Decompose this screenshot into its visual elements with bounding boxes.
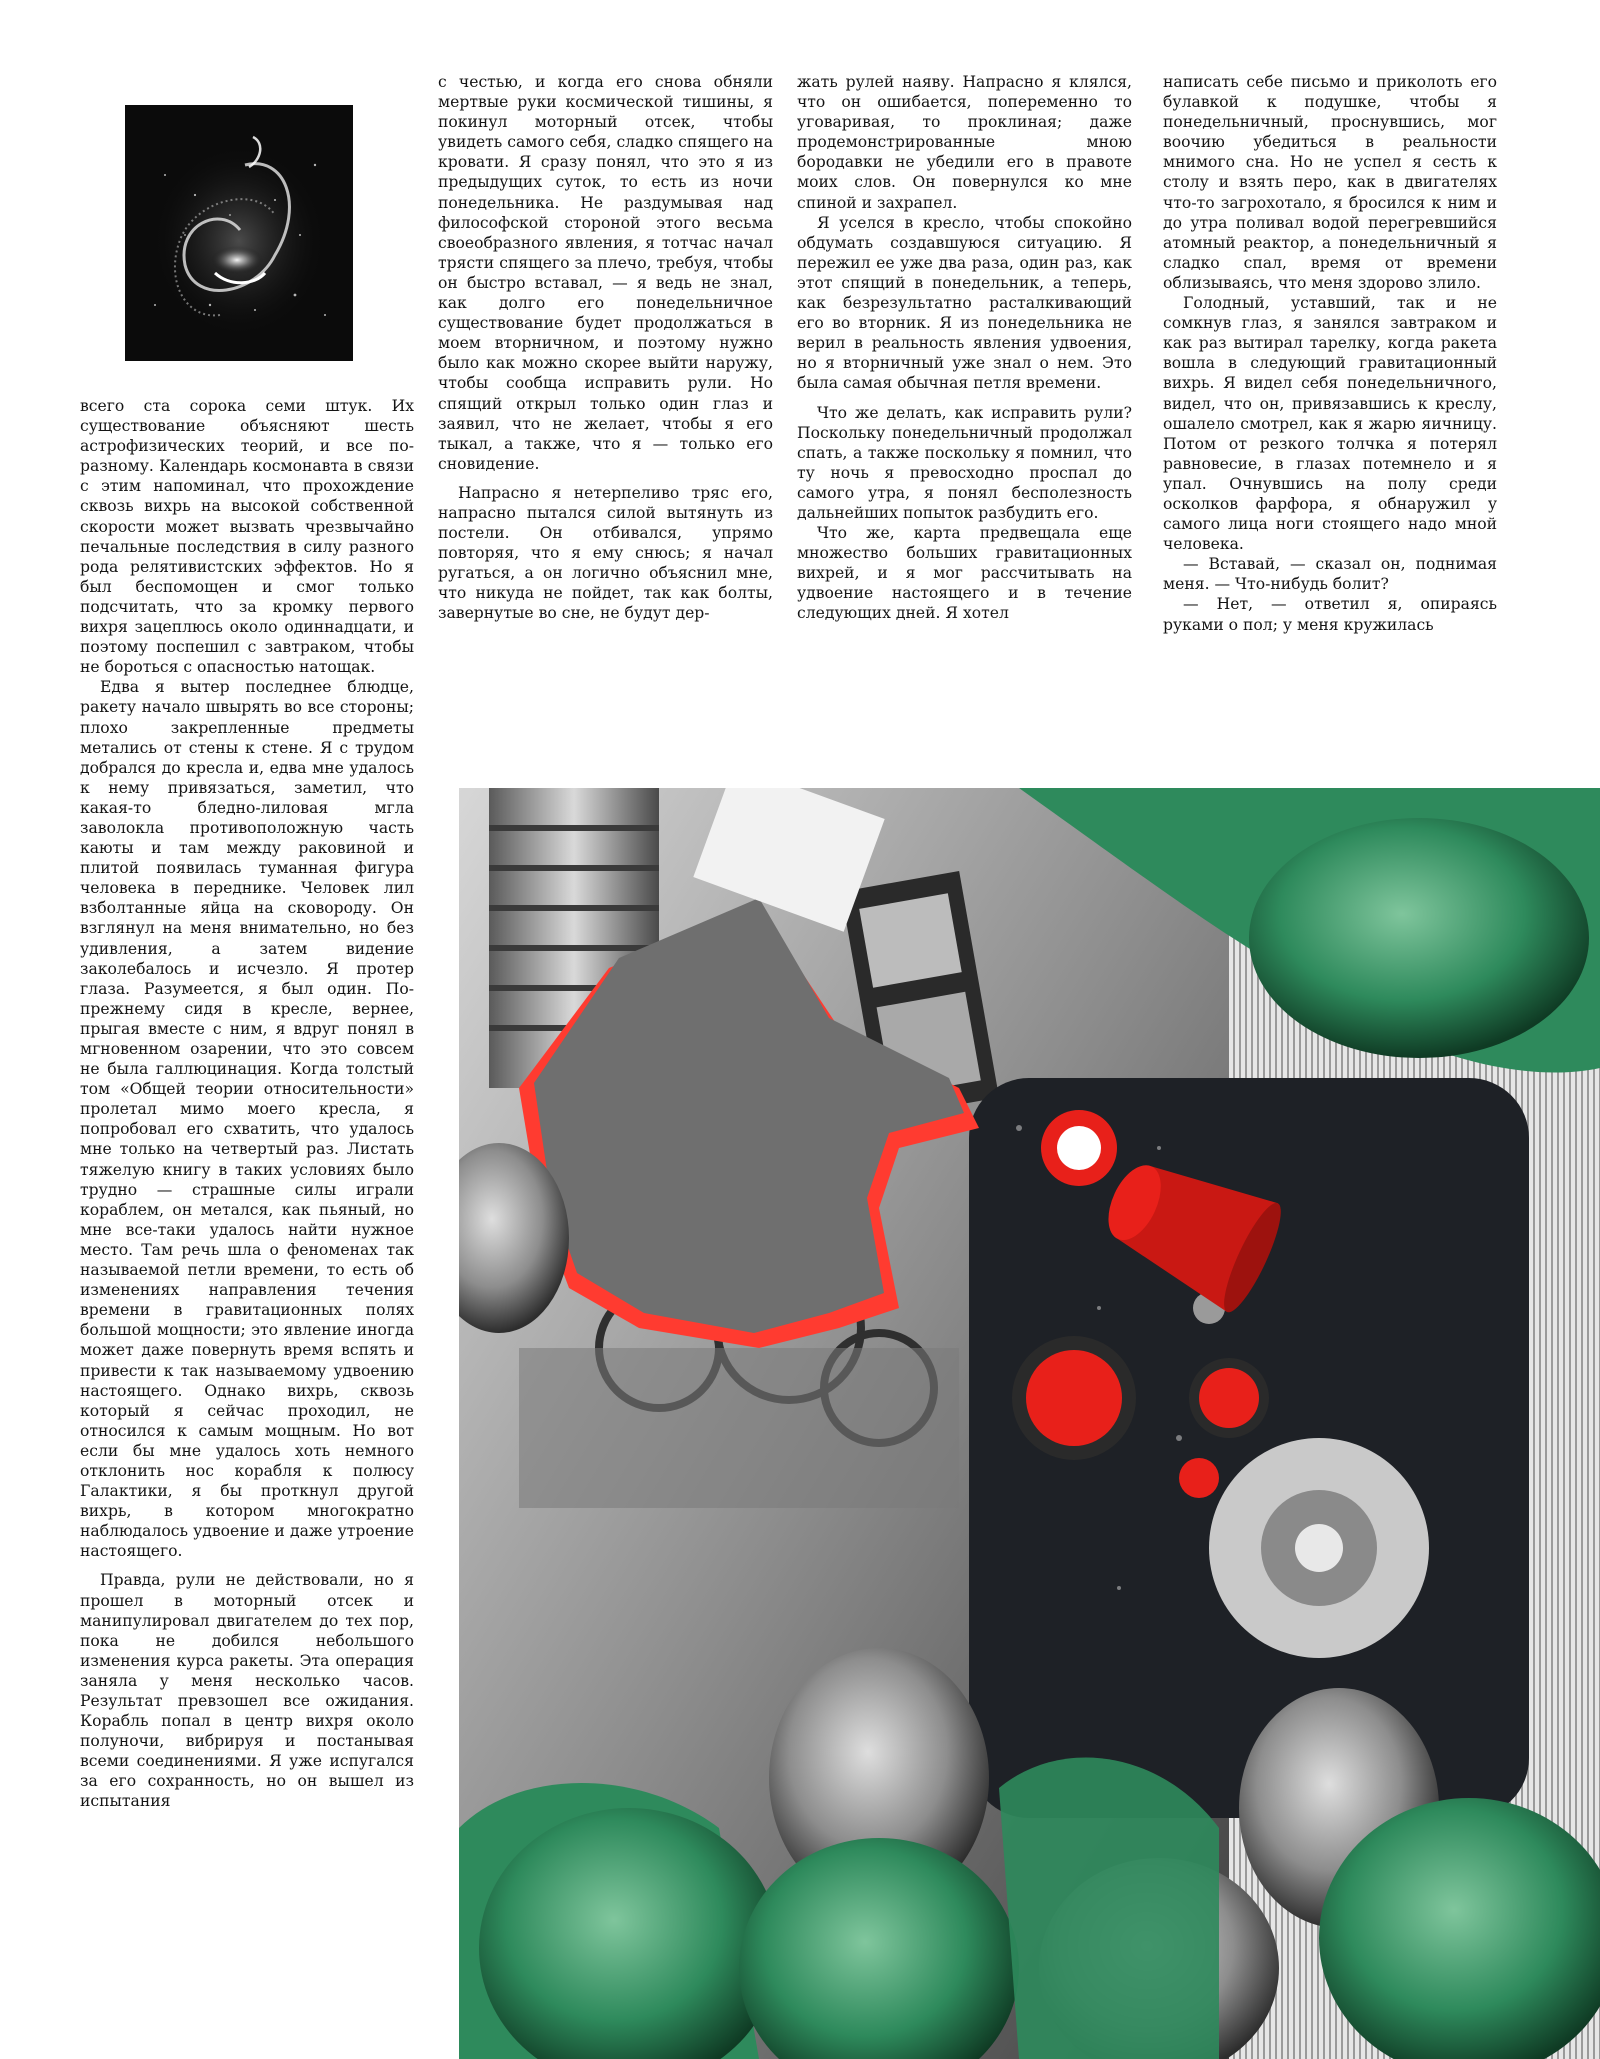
spiral-galaxy-icon	[125, 105, 353, 361]
text-column-3	[797, 72, 1132, 676]
paragraph: с честью, и когда его снова обняли мертвые руки космической тишины, я покинул моторный отсек, чтобы увидеть самого себя, сладко спящего на кровати. Я сразу понял, что это я из предыдущих суток, то есть из ночи понедельника. Не раздумывая над философской стороной этого весьма своеобразного явления, я тотчас начал трясти спящего за плечо, требуя, чтобы он быстро вставал, — я ведь не знал, как долго его понедельничное существование будет продолжаться в моем вторничном, и поэтому нужно было как можно скорее выйти наружу, чтобы сообща исправить рули. Но спящий открыл только один глаз и заявил, что не желает, чтобы я его тыкал, а также, что я — только его сновидение.	[438, 73, 773, 473]
paragraph: Что же, карта предвещала еще множество больших гравитационных вихрей, и я мог рассчитывать на удвоение настоящего и в течение следующих дней. Я хотел	[797, 524, 1132, 623]
paragraph: Голодный, уставший, так и не сомкнув глаз, я занялся завтраком и как раз вытирал тарелку, когда ракета вошла в следующий гравитационный вихрь. Я видел себя понедельничного, видел, что он, привязавшись к креслу, ошалело смотрел, как я жарю яичницу. Потом от резкого толчка я потерял равновесие, в глазах потемнело и я упал. Очнувшись на полу среди осколков фарфора, я обнаружил у самого лица ноги стоящего надо мной человека.	[1163, 294, 1497, 554]
paragraph: Что же делать, как исправить рули? Поскольку понедельничный продолжал спать, а также поскольку я помнил, что ту ночь я превосходно проспал до самого утра, я понял бесполезность дальнейших попыток разбудить его.	[797, 403, 1132, 522]
paragraph: всего ста сорока семи штук. Их существование объясняют шесть астрофизических теорий, и все по-разному. Календарь космонавта в связи с этим напоминал, что прохождение сквозь вихрь на высокой собственной скорости может вызвать чрезвычайно печальные последствия в силу разного рода релятивистских эффектов. Но я был беспомощен и смог только подсчитать, что за кромку первого вихря зацеплюсь около одиннадцати, и поэтому поспешил с завтраком, чтобы не бороться с опасностью натощак.	[80, 397, 414, 677]
text-column-2	[438, 72, 773, 676]
galaxy-photo	[125, 105, 353, 361]
paragraph: жать рулей наяву. Напрасно я клялся, что он ошибается, попеременно то уговаривая, то проклиная; даже продемонстрированные мною бородавки не убедили его в правоте моих слов. Он повернулся ко мне спиной и захрапел.	[797, 73, 1132, 212]
photo-collage-icon	[459, 788, 1600, 2059]
paragraph: — Вставай, — сказал он, поднимая меня. — Что-нибудь болит?	[1163, 555, 1497, 594]
text-column-1	[80, 396, 414, 1889]
paragraph: Напрасно я нетерпеливо тряс его, напрасно пытался силой вытянуть из постели. Он отбивался, упрямо повторяя, что я ему снюсь; я начал ругаться, а он логично объяснил мне, что никуда не пойдет, так как болты, завернутые во сне, не будут дер-	[438, 483, 773, 623]
collage-illustration	[459, 788, 1600, 2059]
paragraph: Правда, рули не действовали, но я прошел в моторный отсек и манипулировал двигателем до тех пор, пока не добился небольшого изменения курса ракеты. Эта операция заняла у меня несколько часов. Результат превзошел все ожидания. Корабль попал в центр вихря около полуночи, вибрируя и постанывая всеми соединениями. Я уже испугался за его сохранность, но он вышел из испытания	[80, 1571, 414, 1811]
paragraph: — Нет, — ответил я, опираясь руками о пол; у меня кружилась	[1163, 595, 1497, 634]
paragraph: Я уселся в кресло, чтобы спокойно обдумать создавшуюся ситуацию. Я пережил ее уже два раза, один раз, как этот спящий в понедельник, а теперь, как безрезультатно расталкивающий его во вторник. Я из понедельника не верил в реальность явления удвоения, но я вторничный уже знал о нем. Это была самая обычная петля времени.	[797, 213, 1132, 393]
text-column-4	[1163, 72, 1497, 676]
paragraph: написать себе письмо и приколоть его булавкой к подушке, чтобы я понедельничный, проснувшись, мог воочию убедиться в реальности мнимого сна. Но не успел я сесть к столу и взять перо, как в двигателях что-то загрохотало, я бросился к ним и до утра поливал водой перегревшийся атомный реактор, а понедельничный я сладко спал, время от времени облизываясь, что меня здорово злило.	[1163, 73, 1497, 292]
paragraph: Едва я вытер последнее блюдце, ракету начало швырять во все стороны; плохо закрепленные предметы метались от стены к стене. Я с трудом добрался до кресла и, едва мне удалось к нему привязаться, заметил, что какая-то бледно-лиловая мгла заволокла противоположную часть каюты и там между раковиной и плитой появилась туманная фигура человека в переднике. Человек лил взболтанные яйца на сковороду. Он взглянул на меня внимательно, но без удивления, а затем видение заколебалось и исчезло. Я протер глаза. Разумеется, я был один. По-прежнему сидя в кресле, вернее, прыгая вместе с ним, я вдруг понял в мгновенном озарении, что это совсем не была галлюцинация. Когда толстый том «Общей теории относительности» пролетал мимо моего кресла, я попробовал его схватить, что удалось мне только на четвертый раз. Листать тяжелую книгу в таких условиях было трудно — страшные силы играли кораблем, он метался, как пьяный, но мне все-таки удалось найти нужное место. Там речь шла о феноменах так называемой петли времени, то есть об изменениях направления течения времени в гравитационных полях большой мощности; это явление иногда может даже повернуть время вспять и привести к так называемому удвоению настоящего. Однако вихрь, сквозь который я сейчас проходил, не относился к самым мощным. Но вот если бы мне удалось хоть немного отклонить нос корабля к полюсу Галактики, я бы проткнул другой вихрь, в котором многократно наблюдалось удвоение и даже утроение настоящего.	[80, 678, 414, 1561]
